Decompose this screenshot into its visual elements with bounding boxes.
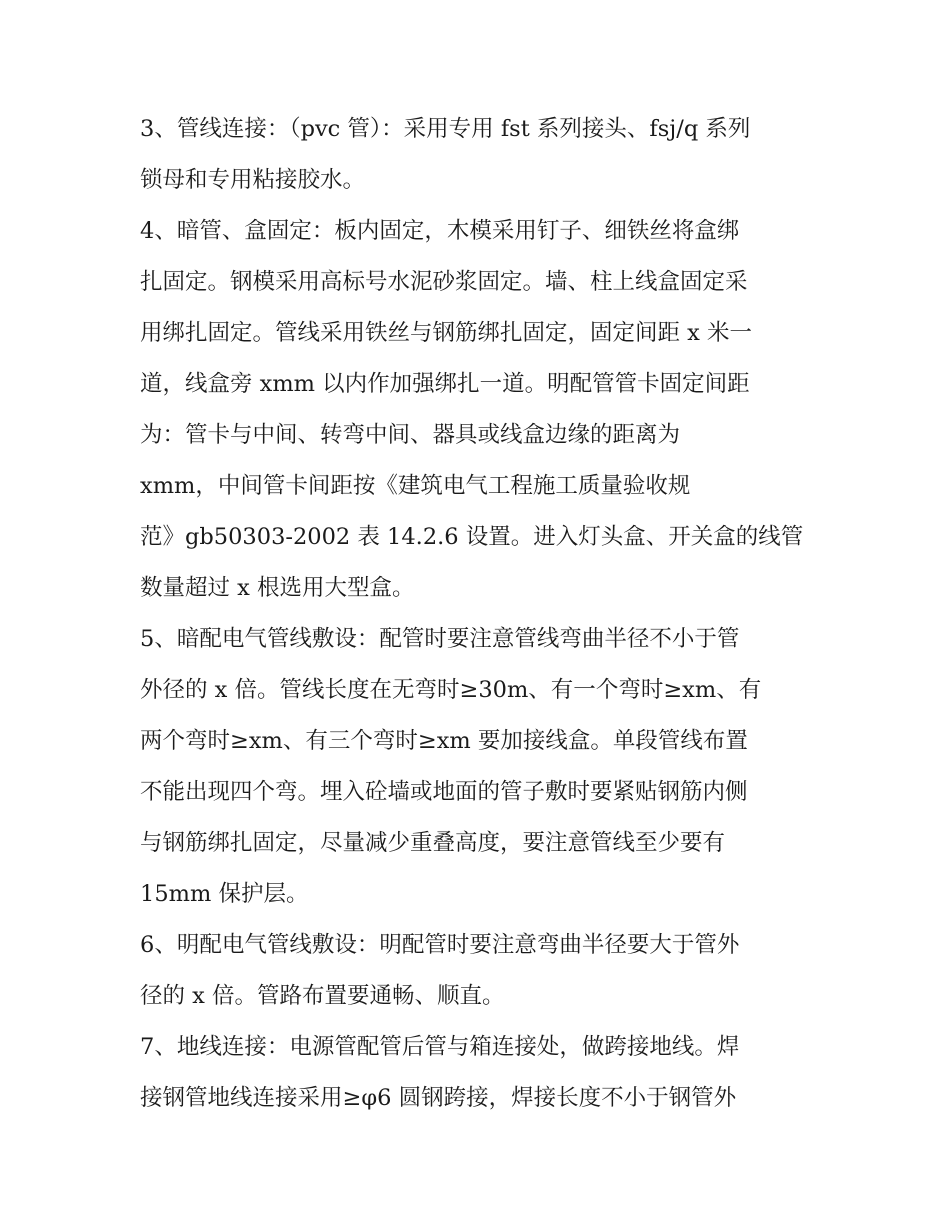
text-line: 两个弯时≥xm、有三个弯时≥xm 要加接线盒。单段管线布置	[140, 728, 748, 754]
text-line: 为：管卡与中间、转弯中间、器具或线盒边缘的距离为	[140, 422, 681, 448]
text-line: 道，线盒旁 xmm 以内作加强绑扎一道。明配管管卡固定间距	[140, 371, 750, 397]
text-line: 6、明配电气管线敷设：明配管时要注意弯曲半径要大于管外	[140, 932, 740, 958]
text-line: xmm，中间管卡间距按《建筑电气工程施工质量验收规	[140, 473, 691, 499]
text-line: 7、地线连接：电源管配管后管与箱连接处，做跨接地线。焊	[140, 1034, 740, 1060]
text-line: 外径的 x 倍。管线长度在无弯时≥30m、有一个弯时≥xm、有	[140, 677, 762, 703]
text-line: 与钢筋绑扎固定，尽量减少重叠高度，要注意管线至少要有	[140, 830, 726, 856]
document-body	[140, 104, 840, 1124]
text-line: 范》gb50303-2002 表 14.2.6 设置。进入灯头盒、开关盒的线管	[140, 524, 804, 550]
text-line: 接钢管地线连接采用≥φ6 圆钢跨接，焊接长度不小于钢管外	[140, 1085, 737, 1111]
text-line: 5、暗配电气管线敷设：配管时要注意管线弯曲半径不小于管	[140, 626, 740, 652]
text-line: 4、暗管、盒固定：板内固定，木模采用钉子、细铁丝将盒绑	[140, 218, 740, 244]
text-line: 数量超过 x 根选用大型盒。	[140, 575, 415, 601]
text-line: 不能出现四个弯。埋入砼墙或地面的管子敷时要紧贴钢筋内侧	[140, 779, 748, 805]
text-line: 扎固定。钢模采用高标号水泥砂浆固定。墙、柱上线盒固定采	[140, 269, 748, 295]
text-line: 15mm 保护层。	[140, 881, 309, 907]
text-line: 径的 x 倍。管路布置要通畅、顺直。	[140, 983, 505, 1009]
text-line: 用绑扎固定。管线采用铁丝与钢筋绑扎固定，固定间距 x 米一	[140, 320, 752, 346]
text-line: 3、管线连接：（pvc 管）：采用专用 fst 系列接头、fsj/q 系列	[140, 116, 751, 142]
text-line: 锁母和专用粘接胶水。	[140, 167, 366, 193]
